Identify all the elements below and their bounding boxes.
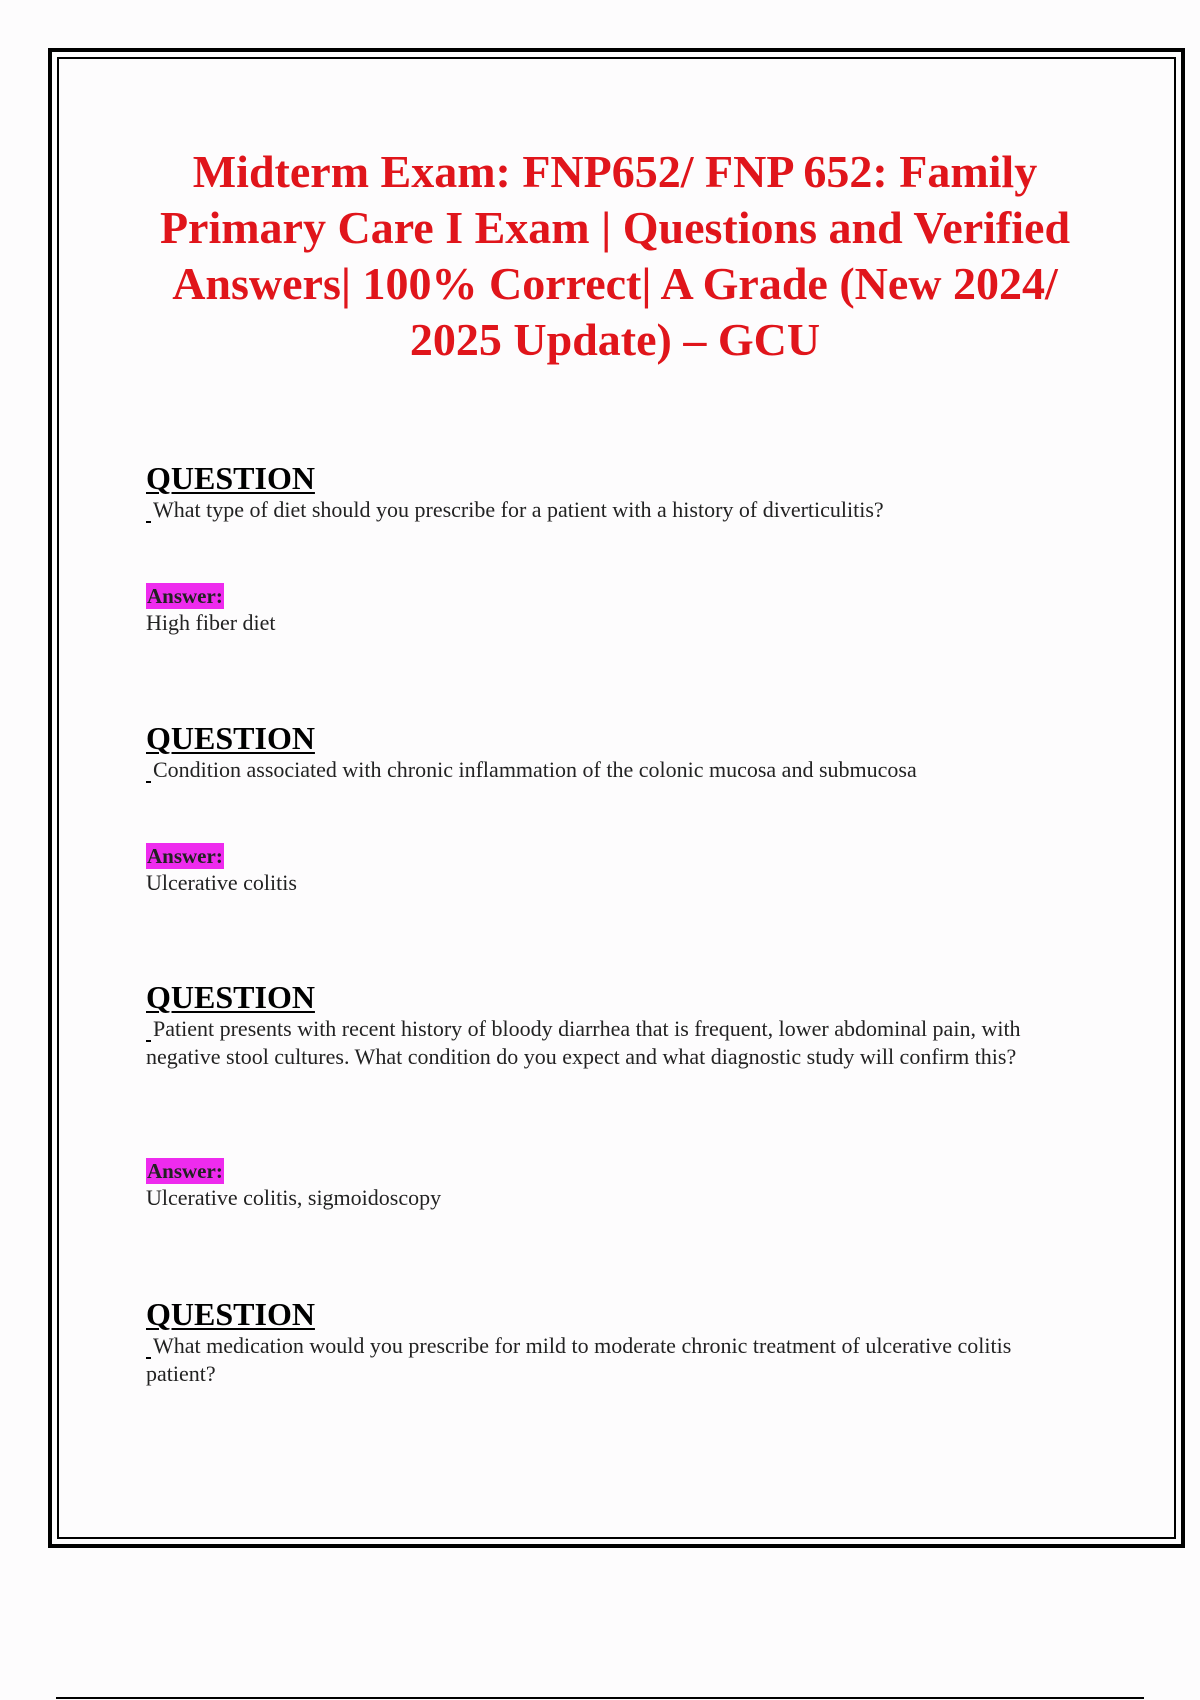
answer-label: Answer:	[147, 1159, 223, 1183]
footer-rule	[56, 1697, 1144, 1699]
qa-item	[146, 1298, 1076, 1388]
question-text	[146, 756, 1076, 784]
question-heading: QUESTION	[146, 1296, 315, 1332]
question-text-body: Condition associated with chronic inflammation of the colonic mucosa and submucosa	[153, 757, 917, 782]
answer-text: Ulcerative colitis, sigmoidoscopy	[146, 1185, 442, 1210]
answer-text: Ulcerative colitis	[146, 870, 297, 895]
question-text	[146, 496, 1076, 524]
answer-label: Answer:	[147, 584, 223, 608]
question-text-body: What type of diet should you prescribe for a patient with a history of diverticulitis?	[153, 497, 884, 522]
underscore-mark	[146, 1357, 151, 1359]
underscore-mark	[146, 521, 151, 523]
answer-label: Answer:	[147, 844, 223, 868]
underscore-mark	[146, 781, 151, 783]
question-heading: QUESTION	[146, 720, 315, 756]
qa-item	[146, 462, 1076, 524]
answer-item	[146, 843, 1076, 897]
question-text-body: Patient presents with recent history of bloody diarrhea that is frequent, lower abdominal pain, with negative stool cultures. What condition do you expect and what diagnostic study will confirm this?	[146, 1016, 1021, 1069]
answer-text: High fiber diet	[146, 610, 276, 635]
question-text	[146, 1015, 1076, 1071]
qa-item	[146, 981, 1076, 1071]
answer-item	[146, 583, 1076, 637]
question-heading: QUESTION	[146, 460, 315, 496]
question-text	[146, 1332, 1076, 1388]
qa-item	[146, 722, 1076, 784]
underscore-mark	[146, 1040, 151, 1042]
document-title: Midterm Exam: FNP652/ FNP 652: Family Primary Care I Exam | Questions and Verified Answers| 100% Correct| A Grade (New 2024/ 2025 Update) – GCU	[159, 146, 1071, 365]
answer-item	[146, 1158, 1076, 1212]
question-heading: QUESTION	[146, 979, 315, 1015]
question-text-body: What medication would you prescribe for mild to moderate chronic treatment of ulcerative colitis patient?	[146, 1333, 1012, 1386]
